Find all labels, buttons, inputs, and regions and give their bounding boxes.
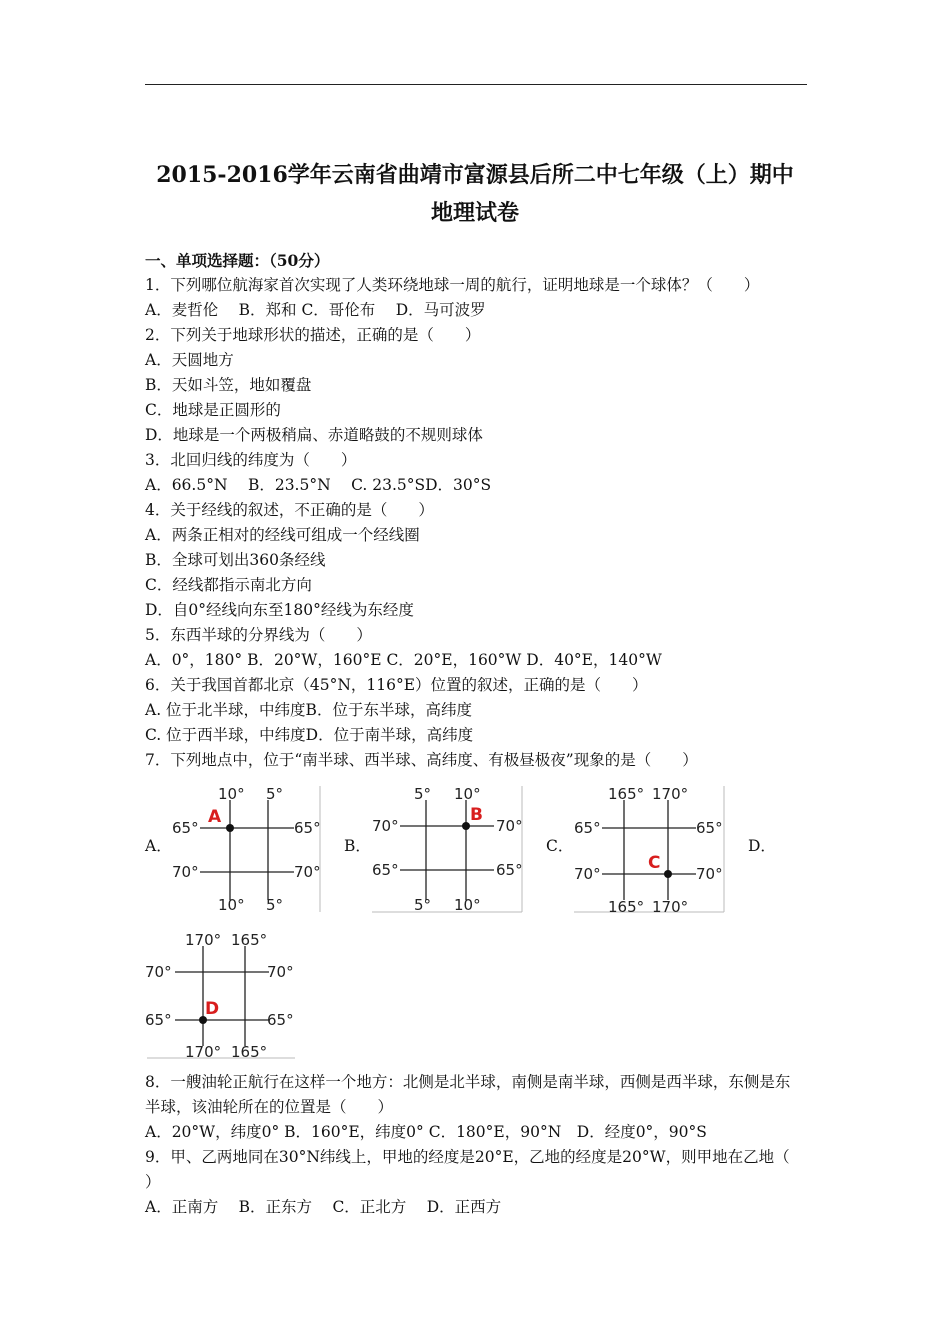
question-line: A．天圆地方 <box>145 351 234 369</box>
section-heading: 一、单项选择题：（50分） <box>145 251 330 270</box>
grid-c-right-2: 70° <box>696 865 723 883</box>
question-line: 5．东西半球的分界线为（ ） <box>145 626 372 644</box>
q7-option-label-d: D． <box>748 837 776 855</box>
grid-d-right-2: 65° <box>267 1011 294 1029</box>
grid-d-marker: D <box>205 999 220 1019</box>
grid-b-right-2: 65° <box>496 861 523 879</box>
question-line: A．0°，180° B．20°W，160°E C．20°E，160°W D．40°E，140°W <box>145 651 662 669</box>
page-title-line1: 2015-2016学年云南省曲靖市富源县后所二中七年级（上）期中 <box>156 162 794 188</box>
grid-c-bottom-2: 170° <box>652 898 689 916</box>
q7-grid-b <box>370 784 524 914</box>
grid-d-bottom-1: 170° <box>185 1043 222 1061</box>
grid-c-top-1: 165° <box>608 785 645 803</box>
grid-a-bottom-1: 10° <box>218 896 245 914</box>
question-line: A．两条正相对的经线可组成一个经线圈 <box>145 526 420 544</box>
grid-a-top-1: 10° <box>218 785 245 803</box>
grid-b-left-1: 70° <box>372 817 399 835</box>
grid-b-marker: B <box>470 805 483 825</box>
question-line: 7．下列地点中，位于“南半球、西半球、高纬度、有极昼极夜”现象的是（ ） <box>145 751 698 769</box>
question-line: A. 位于北半球，中纬度B．位于东半球，高纬度 <box>145 701 472 719</box>
question-line: 4．关于经线的叙述，不正确的是（ ） <box>145 501 434 519</box>
question-line: B．天如斗笠，地如覆盘 <box>145 376 312 394</box>
grid-b-bottom-2: 10° <box>454 896 481 914</box>
grid-a-left-1: 65° <box>172 819 199 837</box>
q7-grid-d <box>145 930 297 1060</box>
question-line: A．66.5°N B．23.5°N C. 23.5°SD．30°S <box>145 476 492 494</box>
grid-a-left-2: 70° <box>172 863 199 881</box>
page-title-line2: 地理试卷 <box>430 200 519 226</box>
question-line: 9．甲、乙两地同在30°N纬线上，甲地的经度是20°E，乙地的经度是20°W，则甲地在乙地（ <box>145 1148 790 1166</box>
question-line: C．地球是正圆形的 <box>145 401 281 419</box>
grid-a-marker: A <box>208 807 222 827</box>
grid-c-top-2: 170° <box>652 785 689 803</box>
question-line: 半球，该油轮所在的位置是（ ） <box>145 1098 394 1116</box>
question-line: ） <box>145 1173 161 1191</box>
grid-d-left-2: 65° <box>145 1011 172 1029</box>
grid-a-bottom-2: 5° <box>266 896 284 914</box>
q7-grid-a <box>170 784 322 914</box>
grid-c-left-1: 65° <box>574 819 601 837</box>
grid-b-left-2: 65° <box>372 861 399 879</box>
grid-c-bottom-1: 165° <box>608 898 645 916</box>
question-line: A．麦哲伦 B．郑和 C．哥伦布 D．马可波罗 <box>145 301 486 319</box>
question-line: A．20°W，纬度0° B．160°E，纬度0° C．180°E，90°N D．经度0°，90°S <box>145 1123 707 1141</box>
grid-a-right-2: 70° <box>294 863 321 881</box>
question-line: B．全球可划出360条经线 <box>145 551 326 569</box>
grid-d-bottom-2: 165° <box>231 1043 268 1061</box>
grid-b-right-1: 70° <box>496 817 523 835</box>
grid-b-top-1: 5° <box>414 785 432 803</box>
header-rule <box>145 84 807 85</box>
question-line: 2．下列关于地球形状的描述，正确的是（ ） <box>145 326 481 344</box>
grid-a-top-2: 5° <box>266 785 284 803</box>
grid-d-right-1: 70° <box>267 963 294 981</box>
q7-grid-c <box>572 784 726 914</box>
question-line: 3．北回归线的纬度为（ ） <box>145 451 357 469</box>
grid-d-top-1: 170° <box>185 931 222 949</box>
grid-c-left-2: 70° <box>574 865 601 883</box>
grid-b-bottom-1: 5° <box>414 896 432 914</box>
q7-option-label-a: A． <box>145 837 172 855</box>
grid-c-right-1: 65° <box>696 819 723 837</box>
question-line: D．自0°经线向东至180°经线为东经度 <box>145 601 414 619</box>
grid-b-top-2: 10° <box>454 785 481 803</box>
question-line: 8．一艘油轮正航行在这样一个地方：北侧是北半球，南侧是南半球，西侧是西半球，东侧是东 <box>145 1073 791 1091</box>
q7-option-label-b: B． <box>344 837 371 855</box>
question-line: A．正南方 B．正东方 C．正北方 D．正西方 <box>145 1198 502 1216</box>
question-line: C. 位于西半球，中纬度D．位于南半球，高纬度 <box>145 726 474 744</box>
grid-c-marker: C <box>648 853 661 873</box>
grid-d-left-1: 70° <box>145 963 172 981</box>
question-line: 6．关于我国首都北京（45°N，116°E）位置的叙述，正确的是（ ） <box>145 676 648 694</box>
question-line: 1．下列哪位航海家首次实现了人类环绕地球一周的航行，证明地球是一个球体？（ ） <box>145 276 760 294</box>
grid-d-top-2: 165° <box>231 931 268 949</box>
grid-a-right-1: 65° <box>294 819 321 837</box>
q7-option-label-c: C． <box>546 837 574 855</box>
question-line: C．经线都指示南北方向 <box>145 576 312 594</box>
question-line: D．地球是一个两极稍扁、赤道略鼓的不规则球体 <box>145 426 483 444</box>
